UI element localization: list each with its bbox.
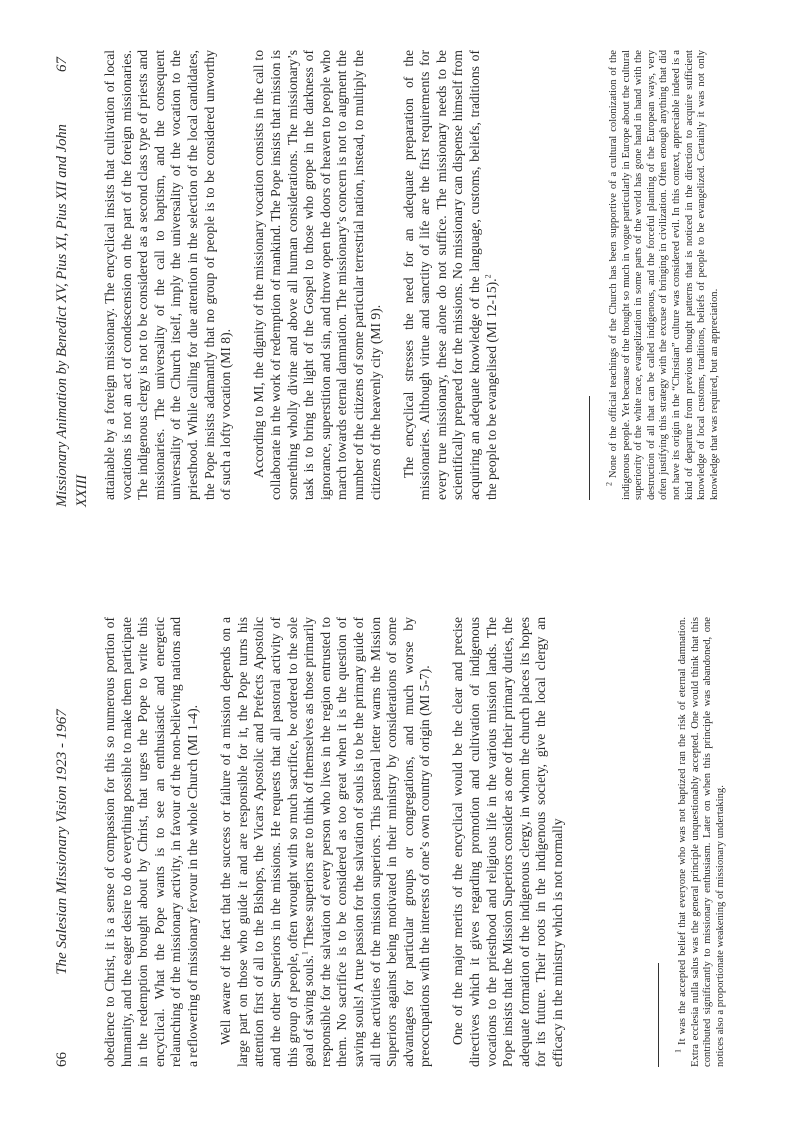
paragraph xyxy=(218,617,434,1067)
paragraph: According to MI, the dignity of the missionary vocation consists in the call to collaborate in the work of redemption of mankind. The Pope insists that mission is something wholly divine and above all human considerations. The missionary’s task is to bring the light of the Gospel to those who grope in the darkness of ignorance, superstition and sin, and throw open the doors of heaven to people who march towards eternal damnation. The missionary’s concern is not to augment the number of the citizens of some particular terrestrial nation, instead, to multiply the citizens of the heavenly city (MI 9). xyxy=(250,49,382,500)
paragraph-text: The encyclical stresses the need for an adequate preparation of the missionaries. Although virtue and sanctity of life are the first requirements for every true missionary, these alone do not suffice. The missionary needs to be scientifically prepared for the missions. No missionary can dispense himself from acquiring an adequate knowledge of the language, customs, beliefs, traditions of the people to be evangelised (MI 12-15). xyxy=(400,49,499,500)
paragraph: obedience to Christ, it is a sense of compassion for this so numerous portion of humanity, and the eager desire to do everything possible to make them participate in the redemption brought about by Christ, that urges the Pope to write this encyclical. What the Pope wants is to see an enthusiastic and energetic relaunching of the missionary activity, in favour of the non-believing nations and a reflowering of missionary fervour in the whole Church (MI 1-4). xyxy=(101,616,200,1067)
paragraph: One of the major merits of the encyclical would be the clear and precise directives which it gives regarding promotion and cultivation of indigenous vocations to the priesthood and religious life in the various mission lands. The Pope insists that the Mission Superiors consider as one of their primary duties, the adequate formation of the indigenous clergy, in whom the church places its hopes for its future. Their roots in the indigenous society, give the local clergy an efficacy in the ministry which is not normally xyxy=(449,616,565,1067)
footnote-marker: 2 xyxy=(603,481,613,486)
footnote-marker: 1 xyxy=(672,1048,682,1053)
left-running-head xyxy=(52,617,72,1067)
footnote-ref: 1 xyxy=(300,950,310,955)
right-page xyxy=(2,2,792,562)
paragraph-text: Well aware of the fact that the success or failure of a mission depends on a large part on those who guide it and are responsible for it, the Pope turns his attention first of all to the Bishops, the Vicars Apostolic and Prefects Apostolic and the other Superiors in the missions. He requests that all pastoral activity of this group of people, often wrought with so much sacrifice, be ordered to the sole goal of saving souls. xyxy=(217,616,316,1067)
paragraph: attainable by a foreign missionary. The encyclical insists that cultivation of local vocations is not an act of condescension on the part of the foreign missionaries. The indigenous clergy is not to be considered as a second class type of priests and missionaries. The universality of the call to baptism, and the consequent universality of the Church itself, imply the universality of the vocation to the priesthood. While calling for due attention in the selection of the local candidates, the Pope insists adamantly that no group of people is to be considered unworthy of such a lofty vocation (MI 8). xyxy=(101,49,233,500)
left-footnotes xyxy=(658,617,727,1067)
footnote-text: None of the official teachings of the Church has been supportive of a cultural colonization of the indigenous people. Yet because of the thought so much in vogue particularly in Europe about the cultural superiority of the white race, evangelization in some parts of the world has gone hand in hand with the destruction of all that can be called indigenous, and the forceful planting of the European ways, very often justifying this strategy with the excuse of bringing in civilization. Often enough anything that did not have its origin in the “Christian” culture was considered evil. In this context, appreciable indeed is a kind of departure from previous thought patterns that is noticed in the direction to acquire sufficient knowledge of local customs, traditions, beliefs of people to be evangelized. Certainly it was not only knowledge that was required, but an appreciation. xyxy=(607,49,720,500)
right-body-text xyxy=(102,50,500,500)
left-body-text xyxy=(102,617,567,1067)
page-number: 66 xyxy=(53,1051,70,1067)
right-footnotes xyxy=(589,50,721,500)
page-number: 67 xyxy=(53,56,70,72)
footnote-text: It was the accepted belief that everyone who was not baptized ran the risk of eternal damnation. Extra ecclesia nulla salus was the general principle unquestionably accepted. One would think that this contributed significantly to missionary enthusiasm. Later on when this principle was abandoned, one notices also a proportionate weakening of missionary undertaking. xyxy=(676,616,726,1067)
running-title: The Salesian Missionary Vision 1923 - 1967 xyxy=(53,708,70,975)
footnote-ref: 2 xyxy=(482,273,492,278)
running-title: Missionary Animation by Benedict XV, Pius XI, Pius XII and John XXIII xyxy=(53,123,90,507)
rotated-spread xyxy=(2,2,792,1122)
footnote-rule xyxy=(589,396,590,500)
right-running-head xyxy=(52,56,90,507)
paragraph-text-continued: These superiors are to think of themselves as those primarily responsible for the salvation of every person who lives in the region entrusted to them. No sacrifice is to be considered as too great when it is the question of saving souls! A true passion for the salvation of souls is to be the primary guide of all the activities of the mission superiors. This pastoral letter warns the Mission Superiors against being motivated in their ministry by considerations of some advantages for particular groups or congregations, and much worse by preoccupations with the interests of one’s own country of origin (MI 5-7). xyxy=(300,616,432,1067)
footnote xyxy=(603,49,721,500)
paragraph xyxy=(400,50,500,500)
footnote-rule xyxy=(658,963,659,1067)
left-page xyxy=(2,562,792,1122)
footnote xyxy=(672,616,727,1067)
